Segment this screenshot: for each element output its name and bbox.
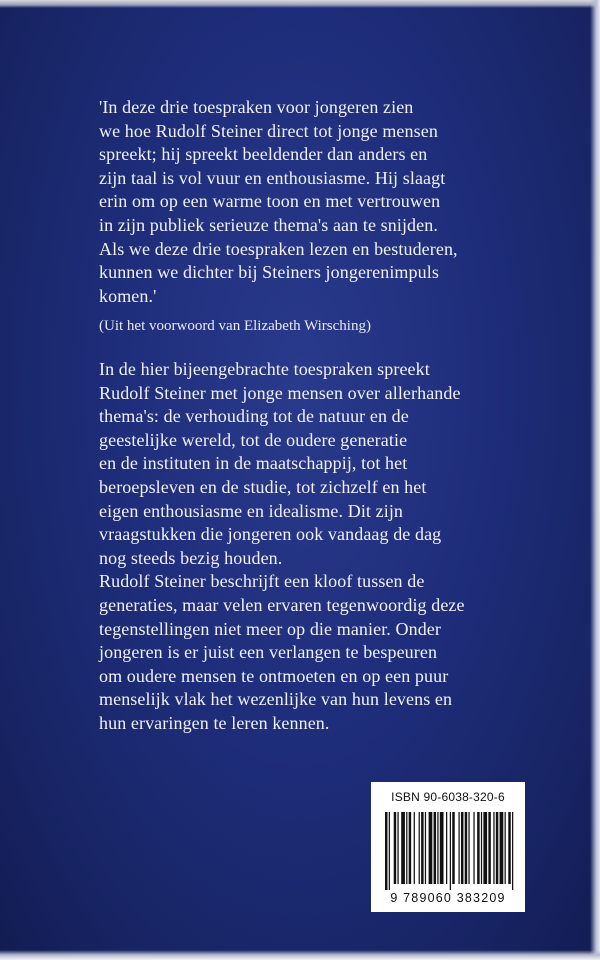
barcode-bar bbox=[394, 812, 396, 884]
barcode-bar bbox=[465, 812, 467, 884]
barcode-bar bbox=[468, 812, 469, 884]
barcode-bar bbox=[500, 812, 504, 884]
paper-edge-right bbox=[590, 0, 600, 960]
description-line: en de instituten in de maatschappij, tot het bbox=[99, 453, 408, 474]
barcode-bar bbox=[505, 812, 506, 884]
quote-line: 'In deze drie toespraken voor jongeren zien bbox=[99, 97, 414, 117]
barcode-bar bbox=[461, 812, 463, 884]
quote-line: erin om op een warme toon en met vertrouwen bbox=[99, 191, 441, 212]
barcode-bar bbox=[401, 812, 405, 884]
description-line: menselijk vlak het wezenlijke van hun levens en bbox=[99, 689, 453, 710]
description-line: vraagstukken die jongeren ook vandaag de dag bbox=[99, 524, 442, 545]
barcode-bar bbox=[425, 812, 426, 884]
description-line: beroepsleven en de studie, tot zichzelf en het bbox=[99, 476, 427, 497]
barcode-bar bbox=[434, 812, 436, 884]
barcode-bar bbox=[429, 812, 433, 884]
description-line: thema's: de verhouding tot de natuur en de bbox=[99, 406, 409, 427]
barcode-bar bbox=[385, 812, 387, 890]
description-line: geestelijke wereld, tot de oudere generatie bbox=[99, 429, 408, 450]
barcode-bar bbox=[493, 812, 494, 884]
description-line: eigen enthousiasme en idealisme. Dit zijn bbox=[99, 500, 404, 521]
quote-line: we hoe Rudolf Steiner direct tot jonge mensen bbox=[99, 120, 438, 141]
quote-line: zijn taal is vol vuur en enthousiasme. Hij slaagt bbox=[99, 167, 446, 188]
quote-line: spreekt; hij spreekt beeldender dan anders en bbox=[99, 144, 428, 165]
description-line: jongeren is er juist een verlangen te bespeuren bbox=[99, 642, 438, 663]
paper-edge-top bbox=[0, 0, 600, 8]
quote-line: kunnen we dichter bij Steiners jongerenimpuls bbox=[99, 262, 439, 283]
barcode-bar bbox=[389, 812, 390, 890]
barcode-bar bbox=[414, 812, 415, 884]
barcode-bar bbox=[409, 812, 411, 884]
isbn-label: ISBN 90-6038-320-6 bbox=[391, 790, 505, 804]
barcode-bar bbox=[450, 812, 451, 890]
barcode-bar bbox=[483, 812, 487, 884]
description-line: Rudolf Steiner beschrijft een kloof tussen de bbox=[99, 571, 425, 592]
quote-block bbox=[99, 96, 539, 308]
barcode-bar bbox=[446, 812, 447, 884]
barcode-bar bbox=[481, 812, 482, 884]
description-line: generaties, maar velen ervaren tegenwoordig deze bbox=[99, 594, 465, 615]
barcode-bar bbox=[419, 812, 420, 884]
ean-number: 9 789060 383209 bbox=[390, 891, 506, 905]
barcode-bar bbox=[477, 812, 479, 884]
quote-line: Als we deze drie toespraken lezen en bestuderen, bbox=[99, 238, 458, 259]
barcode-bar bbox=[440, 812, 444, 884]
barcode-bar bbox=[458, 812, 459, 884]
description-line: hun ervaringen te leren kennen. bbox=[99, 712, 330, 733]
barcode-bar bbox=[488, 812, 490, 884]
description-line: In de hier bijeengebrachte toespraken spreekt bbox=[99, 359, 430, 379]
barcode-bar bbox=[452, 812, 454, 884]
barcode-bar bbox=[496, 812, 498, 884]
barcode-bar bbox=[406, 812, 407, 884]
description-line: om oudere mensen te ontmoeten en op een puur bbox=[99, 665, 449, 686]
barcode-bar bbox=[473, 812, 474, 884]
barcode-bar bbox=[421, 812, 423, 884]
description-line: tegenstellingen niet meer op die manier. Onder bbox=[99, 618, 441, 639]
isbn-barcode bbox=[371, 782, 525, 912]
quote-line: in zijn publiek serieuze thema's aan te snijden. bbox=[99, 214, 438, 235]
barcode-bar bbox=[508, 812, 510, 884]
barcode-bar bbox=[437, 812, 438, 884]
barcode-bars bbox=[385, 812, 517, 890]
description-line: Rudolf Steiner met jonge mensen over allerhande bbox=[99, 382, 461, 403]
barcode-bar bbox=[512, 812, 513, 890]
quote-attribution: (Uit het voorwoord van Elizabeth Wirsching) bbox=[99, 318, 371, 334]
barcode-bar bbox=[397, 812, 398, 884]
paper-edge-bottom bbox=[0, 950, 600, 960]
description-block bbox=[99, 358, 539, 736]
quote-line: komen.' bbox=[99, 285, 157, 306]
description-line: nog steeds bezig houden. bbox=[99, 547, 283, 568]
